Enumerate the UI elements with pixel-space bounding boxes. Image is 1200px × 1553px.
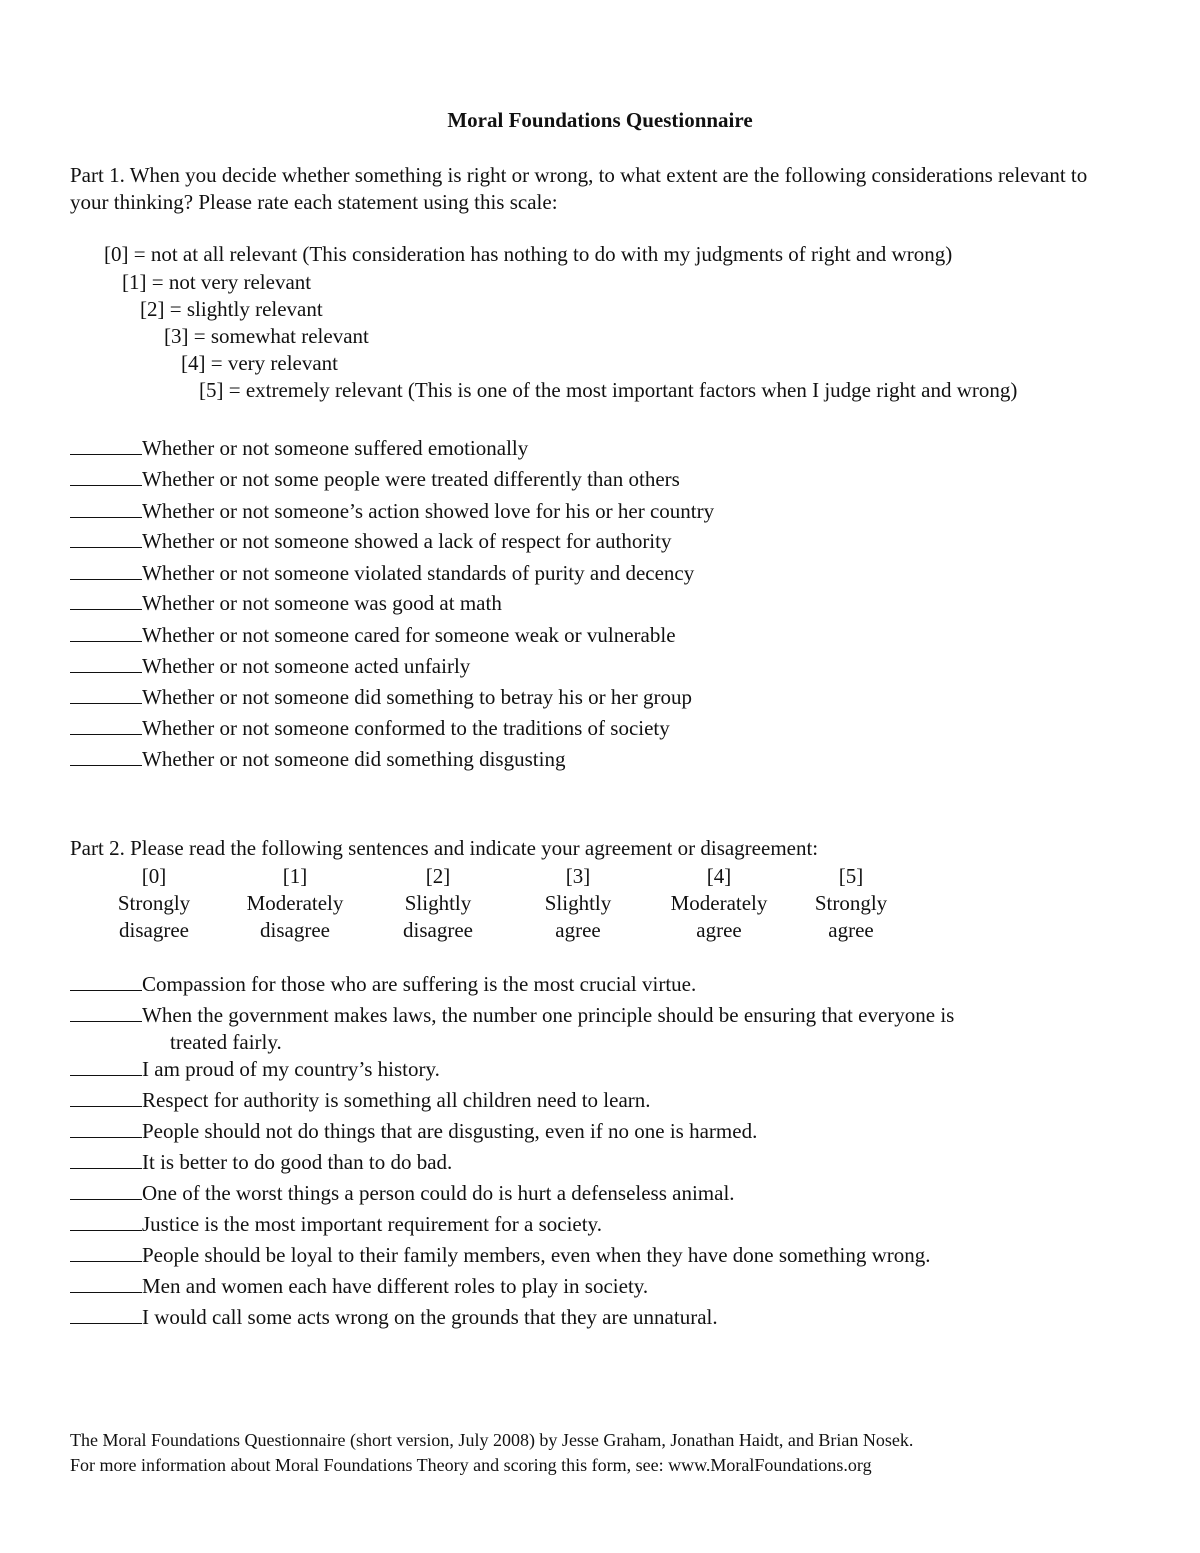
agree-scale-label: Slightly [404,891,472,915]
agree-scale-label: Slightly [544,891,612,915]
part2-instructions: Part 2. Please read the following sentences and indicate your agreement or disagreement: [70,836,819,860]
answer-blank[interactable] [70,1003,142,1022]
answer-blank[interactable] [70,561,142,580]
part2-item: Respect for authority is something all children need to learn. [70,1087,651,1114]
agree-scale-label: disagree [403,918,473,942]
agree-scale-3 [508,863,648,944]
agree-scale-label: agree [555,918,601,942]
answer-blank[interactable] [70,685,142,704]
agree-scale-label: agree [696,918,742,942]
agree-scale-number: [2] [425,864,451,888]
part1-item: Whether or not someone’s action showed love for his or her country [70,498,714,525]
agree-scale-label: Strongly [117,891,191,915]
part2-item: When the government makes laws, the number one principle should be ensuring that everyone is [70,1002,954,1029]
page-title: Moral Foundations Questionnaire [447,108,753,132]
part1-item: Whether or not some people were treated differently than others [70,466,680,493]
agree-scale-number: [3] [565,864,591,888]
scale-option-5: [5] = extremely relevant (This is one of the most important factors when I judge right and wrong) [199,378,1018,402]
agree-scale-1 [225,863,365,944]
answer-blank[interactable] [70,1057,142,1076]
answer-blank[interactable] [70,972,142,991]
answer-blank[interactable] [70,747,142,766]
answer-blank[interactable] [70,1119,142,1138]
part1-item: Whether or not someone acted unfairly [70,653,470,680]
part2-item: People should be loyal to their family members, even when they have done something wrong. [70,1242,930,1269]
agree-scale-label: Strongly [814,891,888,915]
agree-scale-2 [368,863,508,944]
footer-info: For more information about Moral Foundations Theory and scoring this form, see: www.MoralFoundations.org [70,1455,872,1475]
answer-blank[interactable] [70,716,142,735]
part2-item: Men and women each have different roles to play in society. [70,1273,648,1300]
agree-scale-0 [84,863,224,944]
answer-blank[interactable] [70,1243,142,1262]
part1-item: Whether or not someone suffered emotionally [70,435,528,462]
answer-blank[interactable] [70,591,142,610]
agree-scale-5 [781,863,921,944]
scale-option-3: [3] = somewhat relevant [164,324,369,348]
part1-item: Whether or not someone did something to betray his or her group [70,684,692,711]
agree-scale-number: [5] [838,864,864,888]
part2-item: I am proud of my country’s history. [70,1056,440,1083]
part2-item: One of the worst things a person could do is hurt a defenseless animal. [70,1180,735,1207]
answer-blank[interactable] [70,1212,142,1231]
part1-item: Whether or not someone showed a lack of respect for authority [70,528,671,555]
part1-item: Whether or not someone conformed to the traditions of society [70,715,670,742]
answer-blank[interactable] [70,529,142,548]
part2-item: It is better to do good than to do bad. [70,1149,452,1176]
answer-blank[interactable] [70,654,142,673]
part1-instructions: Part 1. When you decide whether something is right or wrong, to what extent are the following considerations relevant to your thinking? Please rate each statement using this scale: [70,163,1088,214]
answer-blank[interactable] [70,1150,142,1169]
agree-scale-number: [4] [706,864,732,888]
agree-scale-label: agree [828,918,874,942]
agree-scale-4 [649,863,789,944]
part1-item: Whether or not someone violated standards of purity and decency [70,560,694,587]
part1-item: Whether or not someone was good at math [70,590,502,617]
footer-citation: The Moral Foundations Questionnaire (short version, July 2008) by Jesse Graham, Jonathan Haidt, and Brian Nosek. [70,1430,914,1450]
scale-option-4: [4] = very relevant [181,351,339,375]
answer-blank[interactable] [70,467,142,486]
answer-blank[interactable] [70,1305,142,1324]
agree-scale-number: [1] [282,864,308,888]
scale-option-2: [2] = slightly relevant [140,297,323,321]
agree-scale-label: disagree [260,918,330,942]
part2-item: People should not do things that are disgusting, even if no one is harmed. [70,1118,757,1145]
answer-blank[interactable] [70,623,142,642]
agree-scale-label: Moderately [670,891,768,915]
part2-item-continuation: treated fairly. [170,1030,282,1054]
scale-option-1: [1] = not very relevant [122,270,312,294]
answer-blank[interactable] [70,436,142,455]
agree-scale-label: disagree [119,918,189,942]
part1-item: Whether or not someone cared for someone weak or vulnerable [70,622,676,649]
answer-blank[interactable] [70,1274,142,1293]
agree-scale-number: [0] [141,864,167,888]
part2-item: Compassion for those who are suffering is the most crucial virtue. [70,971,696,998]
part1-item: Whether or not someone did something disgusting [70,746,565,773]
agree-scale-label: Moderately [246,891,344,915]
answer-blank[interactable] [70,1181,142,1200]
answer-blank[interactable] [70,1088,142,1107]
part2-item: Justice is the most important requirement for a society. [70,1211,602,1238]
answer-blank[interactable] [70,499,142,518]
scale-option-0: [0] = not at all relevant (This consideration has nothing to do with my judgments of right and wrong) [104,242,953,266]
part2-item: I would call some acts wrong on the grounds that they are unnatural. [70,1304,718,1331]
footer [70,1428,913,1478]
